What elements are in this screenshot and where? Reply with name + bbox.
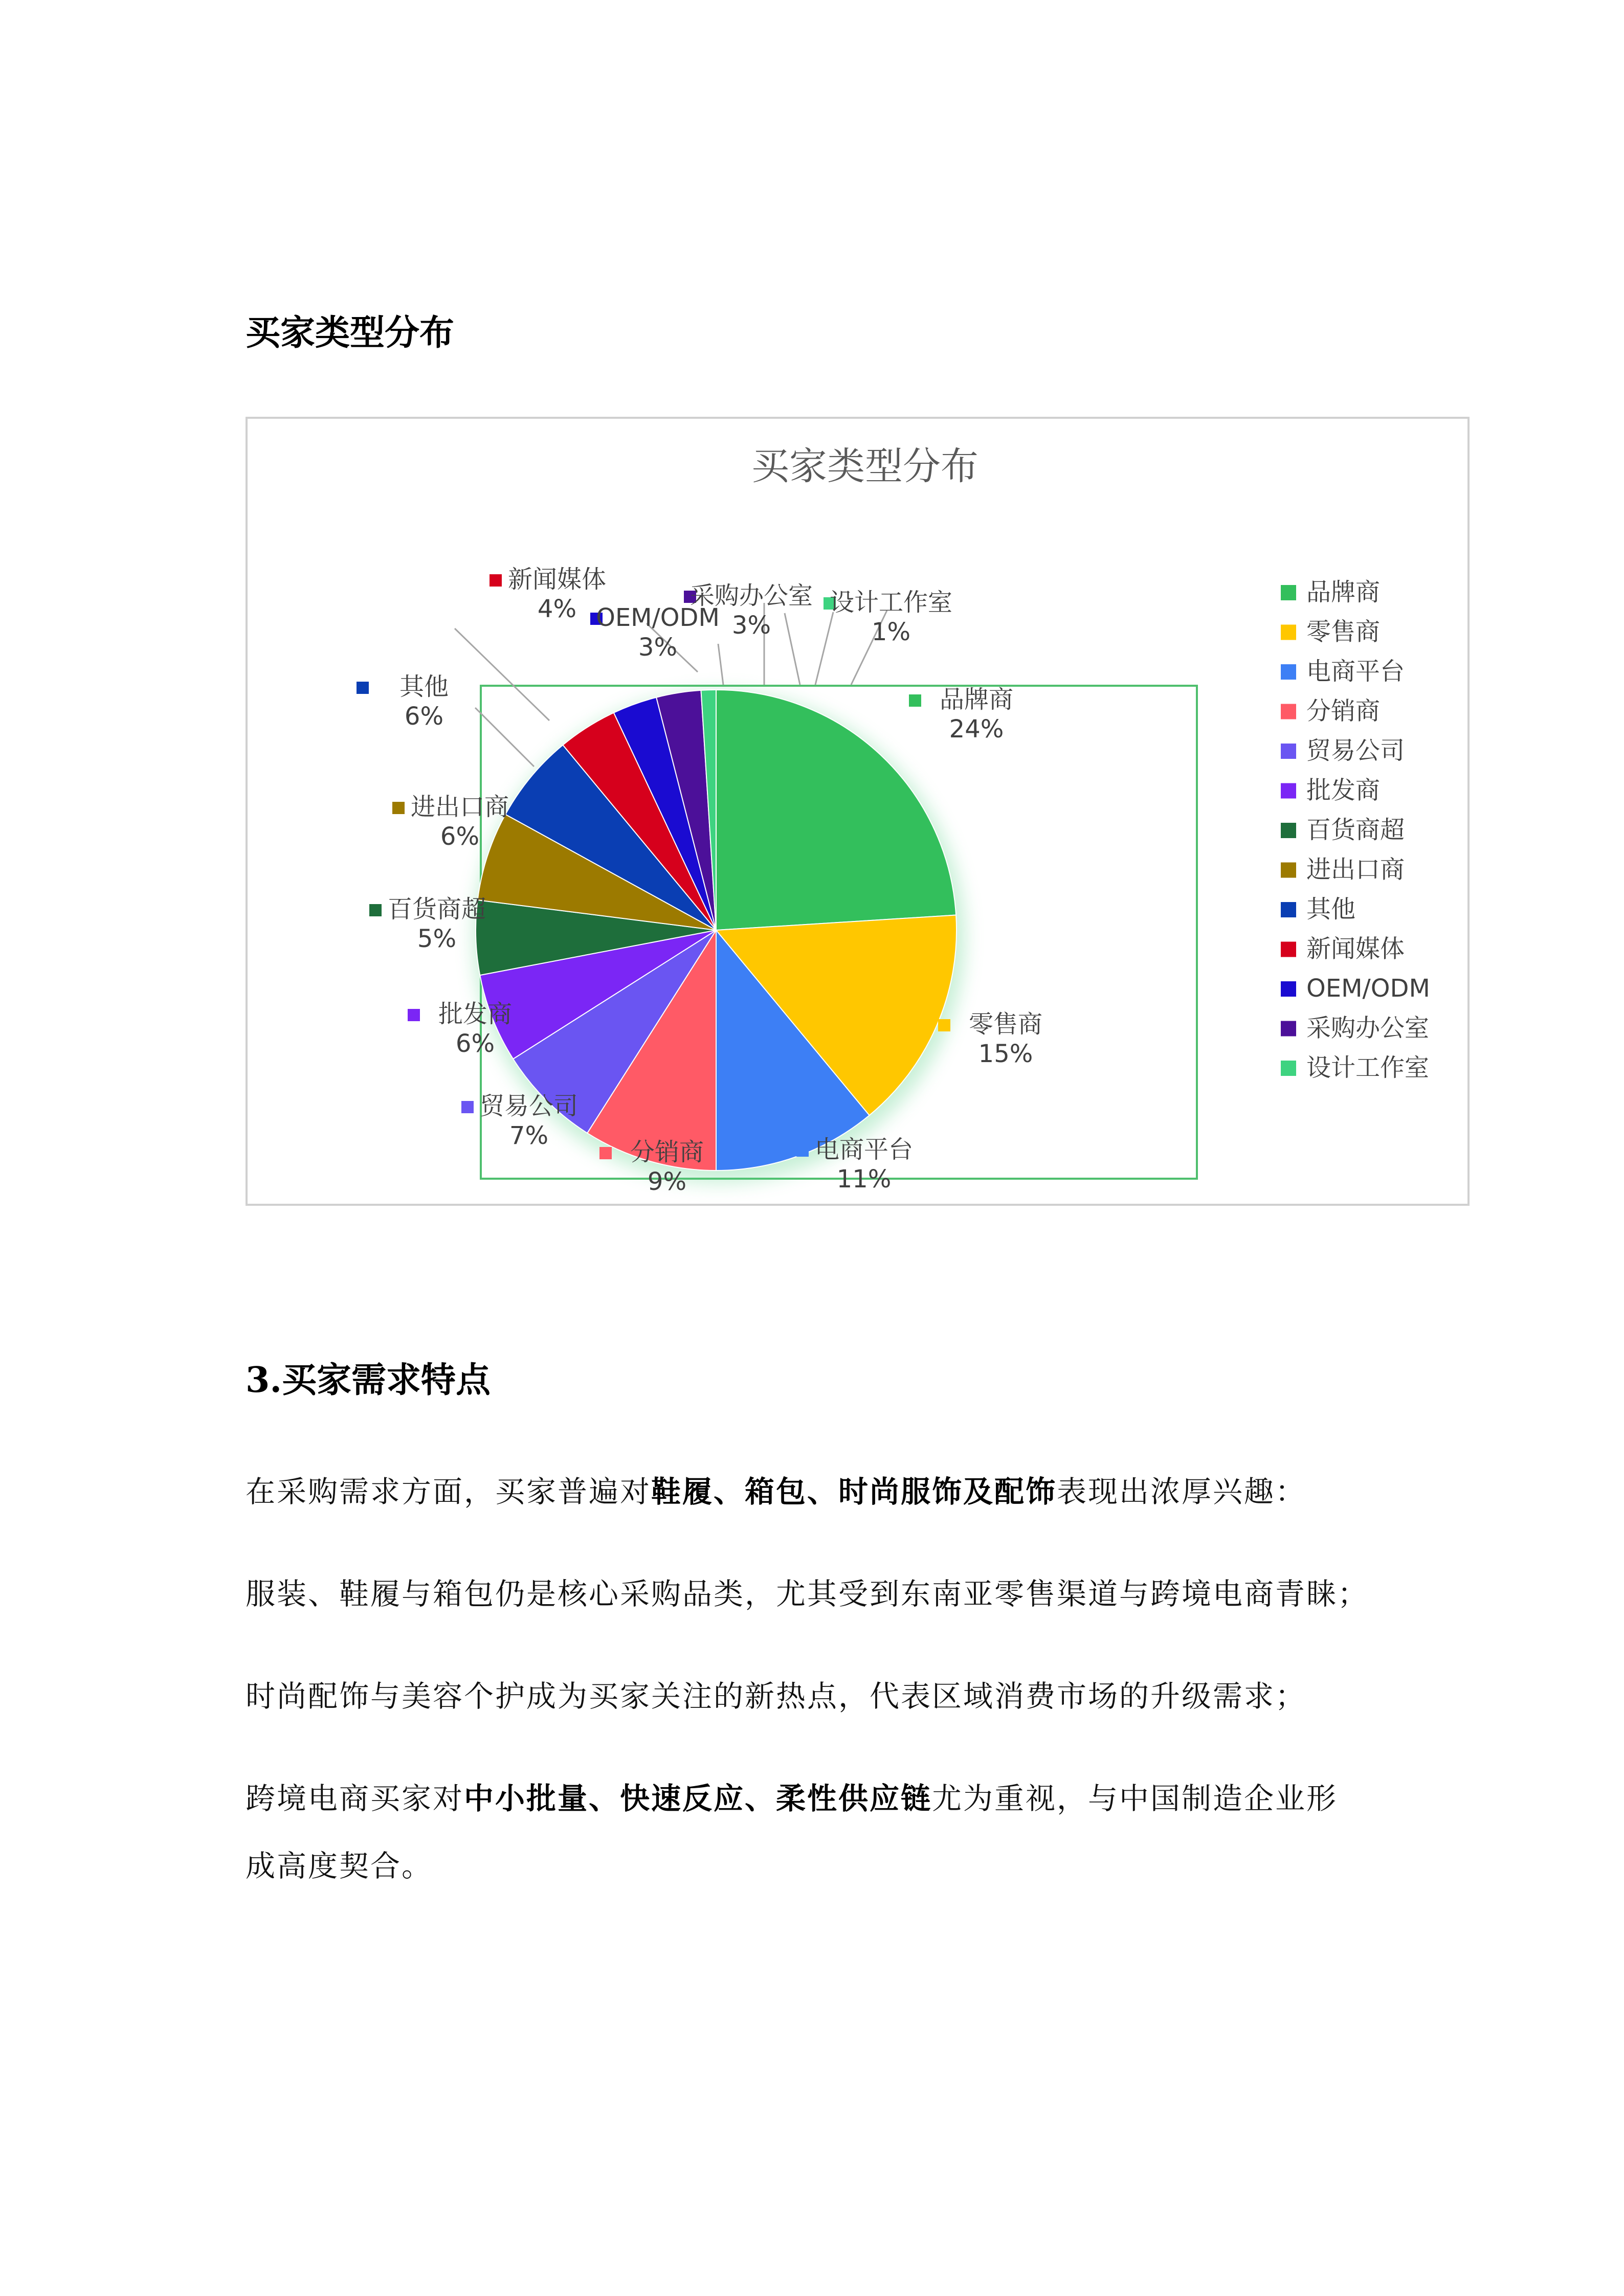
- data-label-value-百货商超: 5%: [417, 925, 457, 953]
- legend-label-百货商超: 百货商超: [1306, 816, 1405, 844]
- intro-bold-categories: 鞋履、箱包、时尚服饰及配饰: [651, 1474, 1057, 1509]
- data-label-value-进出口商: 6%: [440, 822, 480, 851]
- data-label-value-新闻媒体: 4%: [537, 595, 577, 623]
- data-label-value-贸易公司: 7%: [509, 1121, 549, 1150]
- legend-label-新闻媒体: 新闻媒体: [1306, 934, 1405, 963]
- requirement-new-hotspots: 时尚配饰与美容个护成为买家关注的新热点，代表区域消费市场的升级需求；: [246, 1679, 1307, 1714]
- label-swatch-其他: [357, 682, 369, 694]
- legend-label-贸易公司: 贸易公司: [1306, 736, 1405, 765]
- legend-swatch-批发商: [1281, 783, 1296, 799]
- leader-line: [785, 613, 800, 685]
- data-label-category-零售商: 零售商: [968, 1010, 1043, 1039]
- legend-swatch-百货商超: [1281, 823, 1296, 838]
- leader-line: [815, 612, 833, 685]
- legend-swatch-电商平台: [1281, 664, 1296, 680]
- data-label-category-分销商: 分销商: [630, 1138, 704, 1166]
- data-label-value-批发商: 6%: [455, 1029, 495, 1058]
- legend-swatch-新闻媒体: [1281, 942, 1296, 957]
- legend-swatch-采购办公室: [1281, 1021, 1296, 1037]
- intro-text-end: 表现出浓厚兴趣：: [1057, 1474, 1307, 1509]
- leader-line: [718, 644, 723, 685]
- legend-swatch-其他: [1281, 902, 1296, 917]
- chart-title: 买家类型分布: [751, 444, 978, 488]
- requirement-core-categories: 服装、鞋履与箱包仍是核心采购品类，尤其受到东南亚零售渠道与跨境电商青睐；: [246, 1577, 1369, 1611]
- data-label-value-品牌商: 24%: [949, 715, 1004, 744]
- requirement-cross-border: [246, 1781, 1338, 1816]
- legend-swatch-oem-odm: [1281, 981, 1296, 997]
- data-label-category-新闻媒体: 新闻媒体: [507, 565, 607, 594]
- legend-swatch-进出口商: [1281, 863, 1296, 878]
- intro-text: 在采购需求方面，买家普遍对: [246, 1474, 652, 1509]
- data-label-category-其他: 其他: [399, 672, 449, 701]
- data-label-value-分销商: 9%: [647, 1167, 687, 1196]
- data-label-category-oem-odm: OEM/ODM: [596, 603, 720, 632]
- data-label-category-贸易公司: 贸易公司: [479, 1092, 579, 1120]
- legend-label-品牌商: 品牌商: [1306, 578, 1381, 606]
- pie-slice-品牌商: [716, 690, 956, 930]
- data-label-category-百货商超: 百货商超: [387, 895, 486, 924]
- section-title: 买家类型分布: [246, 313, 455, 353]
- data-label-category-采购办公室: 采购办公室: [689, 581, 813, 610]
- cross-border-text-end: 尤为重视，与中国制造企业形: [932, 1781, 1338, 1816]
- leader-line: [475, 708, 534, 767]
- legend-swatch-零售商: [1281, 625, 1296, 640]
- data-label-category-进出口商: 进出口商: [410, 793, 509, 821]
- data-label-value-其他: 6%: [404, 702, 444, 731]
- requirements-heading: 3.买家需求特点: [246, 1360, 491, 1401]
- requirements-intro: [246, 1474, 1307, 1509]
- cross-border-bold: 中小批量、快速反应、柔性供应链: [464, 1781, 932, 1816]
- data-label-value-采购办公室: 3%: [731, 611, 771, 640]
- label-swatch-分销商: [599, 1147, 612, 1159]
- legend-label-电商平台: 电商平台: [1306, 657, 1405, 686]
- legend-swatch-设计工作室: [1281, 1061, 1296, 1076]
- legend-label-批发商: 批发商: [1306, 776, 1381, 805]
- legend-swatch-品牌商: [1281, 585, 1296, 600]
- legend-label-分销商: 分销商: [1306, 696, 1381, 726]
- label-swatch-新闻媒体: [490, 574, 502, 587]
- label-swatch-进出口商: [392, 802, 405, 814]
- legend-label-其他: 其他: [1306, 895, 1356, 924]
- buyer-type-pie-chart: [246, 417, 1470, 1206]
- data-label-category-电商平台: 电商平台: [814, 1135, 914, 1164]
- legend-label-设计工作室: 设计工作室: [1306, 1053, 1430, 1082]
- label-swatch-贸易公司: [461, 1101, 474, 1113]
- label-swatch-批发商: [408, 1009, 420, 1021]
- data-label-category-品牌商: 品牌商: [939, 685, 1014, 714]
- label-swatch-电商平台: [796, 1144, 809, 1157]
- leader-line: [455, 628, 549, 721]
- data-label-category-批发商: 批发商: [438, 1000, 513, 1028]
- legend-swatch-分销商: [1281, 704, 1296, 719]
- legend-label-采购办公室: 采购办公室: [1306, 1014, 1430, 1043]
- data-label-value-设计工作室: 1%: [871, 618, 911, 646]
- legend-swatch-贸易公司: [1281, 744, 1296, 759]
- cross-border-text: 跨境电商买家对: [246, 1781, 464, 1816]
- legend-label-oem-odm: OEM/ODM: [1306, 974, 1430, 1003]
- data-label-value-oem-odm: 3%: [638, 633, 678, 662]
- legend-label-零售商: 零售商: [1306, 617, 1381, 646]
- data-label-category-设计工作室: 设计工作室: [829, 588, 953, 617]
- pie-chart-svg: [248, 419, 1467, 1204]
- label-swatch-百货商超: [369, 904, 382, 916]
- legend-label-进出口商: 进出口商: [1306, 855, 1405, 884]
- label-swatch-品牌商: [909, 694, 921, 707]
- data-label-value-电商平台: 11%: [836, 1165, 892, 1194]
- data-label-value-零售商: 15%: [978, 1040, 1033, 1068]
- label-swatch-零售商: [938, 1019, 950, 1031]
- requirement-cross-border-cont: 成高度契合。: [246, 1849, 433, 1883]
